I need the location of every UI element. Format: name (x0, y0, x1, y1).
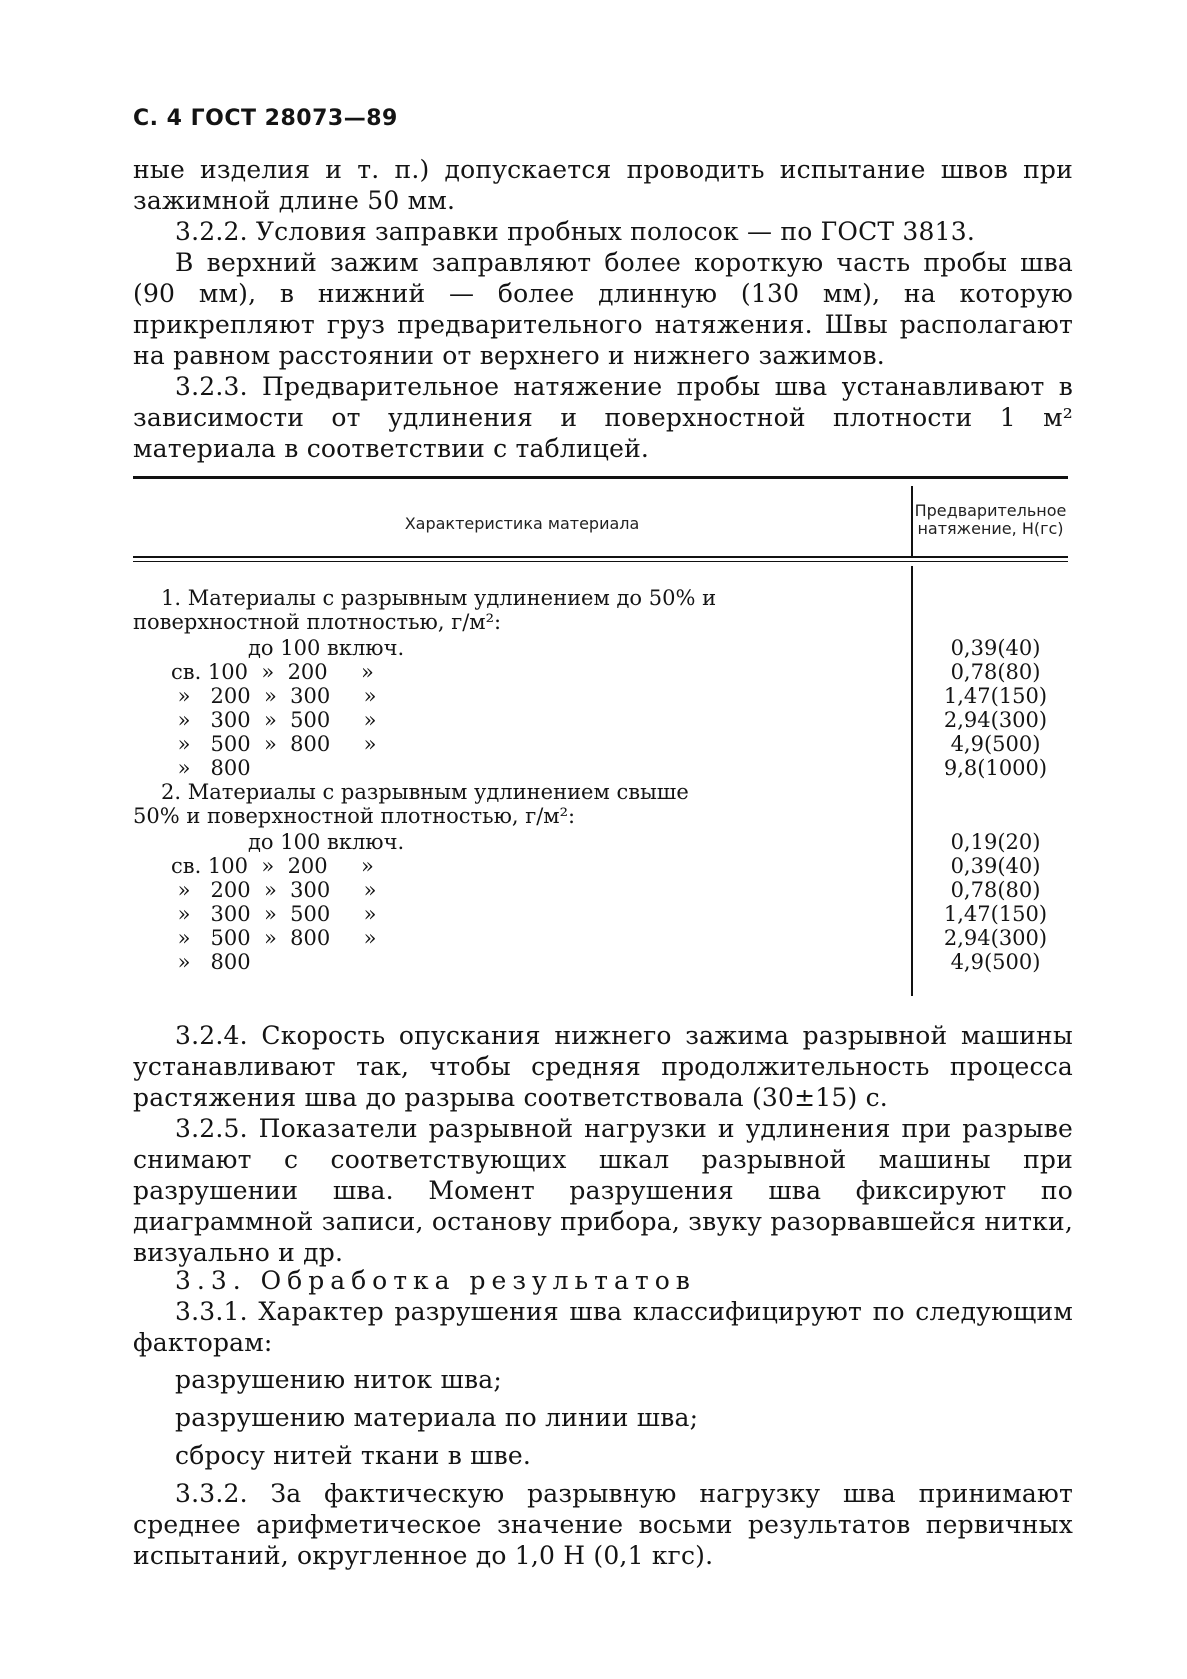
group2-title-line1: 2. Материалы с разрывным удлинением свыше (161, 780, 689, 804)
list-item: сбросу нитей ткани в шве. (175, 1441, 532, 1470)
table-header-tension-line2: натяжение, Н(гс) (917, 519, 1064, 538)
group1-title-line2: поверхностной плотностью, г/м²: (133, 610, 502, 634)
table-row-label: » 300 » 500 » (171, 902, 377, 926)
table-row-label: » 200 » 300 » (171, 878, 377, 902)
table-row-label: до 100 включ. (248, 830, 405, 854)
table-row-value: 0,39(40) (950, 636, 1041, 660)
table-top-rule (133, 476, 1068, 479)
list-item: разрушению материала по линии шва; (175, 1403, 699, 1432)
table-row-label: » 800 (171, 950, 251, 974)
paragraph-3-2-5: 3.2.5. Показатели разрывной нагрузки и удлинения при разрыве снимают с соответствующих шкал разрывной машины при разрушении шва. Момент разрушения шва фиксируют по диаграммной записи, останову прибора, звуку разорвавшейся нитки, визуально и др. (133, 1114, 1073, 1267)
table-row-value: 0,78(80) (950, 660, 1041, 684)
table-row-label: » 200 » 300 » (171, 684, 377, 708)
paragraph-3-2-2: 3.2.2. Условия заправки пробных полосок — по ГОСТ 3813. (175, 217, 976, 246)
table-header-rule-2 (133, 561, 1068, 562)
page-header: С. 4 ГОСТ 28073—89 (133, 106, 398, 131)
table-header-characteristic: Характеристика материала (404, 514, 640, 533)
paragraph-3-2-2-body: В верхний зажим заправляют более короткую часть пробы шва (90 мм), в нижний — более длинную (130 мм), на которую прикрепляют груз предварительного натяжения. Швы располагают на равном расстоянии от верхнего и нижнего зажимов. (133, 248, 1073, 370)
table-row-value: 1,47(150) (943, 684, 1048, 708)
list-item: разрушению ниток шва; (175, 1365, 502, 1394)
table-row-label: » 500 » 800 » (171, 732, 377, 756)
paragraph-3-3-2: 3.3.2. За фактическую разрывную нагрузку шва принимают среднее арифметическое значение восьми результатов первичных испытаний, округленное до 1,0 Н (0,1 кгс). (133, 1479, 1073, 1570)
table-row-value: 2,94(300) (943, 926, 1048, 950)
table-row-value: 4,9(500) (950, 950, 1041, 974)
table-row-value: 0,19(20) (950, 830, 1041, 854)
table-row-label: св. 100 » 200 » (171, 660, 374, 684)
table-row-value: 0,39(40) (950, 854, 1041, 878)
table-row-label: » 300 » 500 » (171, 708, 377, 732)
table-row-label: » 800 (171, 756, 251, 780)
tension-table (133, 476, 1068, 996)
table-header-tension (913, 502, 1068, 538)
table-row-value: 4,9(500) (950, 732, 1041, 756)
table-row-value: 0,78(80) (950, 878, 1041, 902)
table-row-value: 9,8(1000) (943, 756, 1048, 780)
paragraph-continuation: ные изделия и т. п.) допускается проводить испытание швов при зажимной длине 50 мм. (133, 155, 1073, 215)
table-row-label: св. 100 » 200 » (171, 854, 374, 878)
section-heading-3-3: 3.3. Обработка результатов (175, 1266, 696, 1295)
table-header-rule-1 (133, 556, 1068, 558)
table-row-value: 1,47(150) (943, 902, 1048, 926)
table-row-label: » 500 » 800 » (171, 926, 377, 950)
table-header-tension-line1: Предварительное (914, 501, 1067, 520)
paragraph-3-2-4: 3.2.4. Скорость опускания нижнего зажима разрывной машины устанавливают так, чтобы средняя продолжительность процесса растяжения шва до разрыва соответствовала (30±15) с. (133, 1021, 1073, 1112)
paragraph-3-2-3: 3.2.3. Предварительное натяжение пробы шва устанавливают в зависимости от удлинения и поверхностной плотности 1 м² материала в соответствии с таблицей. (133, 372, 1073, 463)
group1-title-line1: 1. Материалы с разрывным удлинением до 50% и (161, 586, 717, 610)
table-row-value: 2,94(300) (943, 708, 1048, 732)
table-body-divider (911, 566, 913, 996)
table-row-label: до 100 включ. (248, 636, 405, 660)
group2-title-line2: 50% и поверхностной плотностью, г/м²: (133, 804, 576, 828)
paragraph-3-3-1: 3.3.1. Характер разрушения шва классифицируют по следующим факторам: (133, 1297, 1073, 1357)
